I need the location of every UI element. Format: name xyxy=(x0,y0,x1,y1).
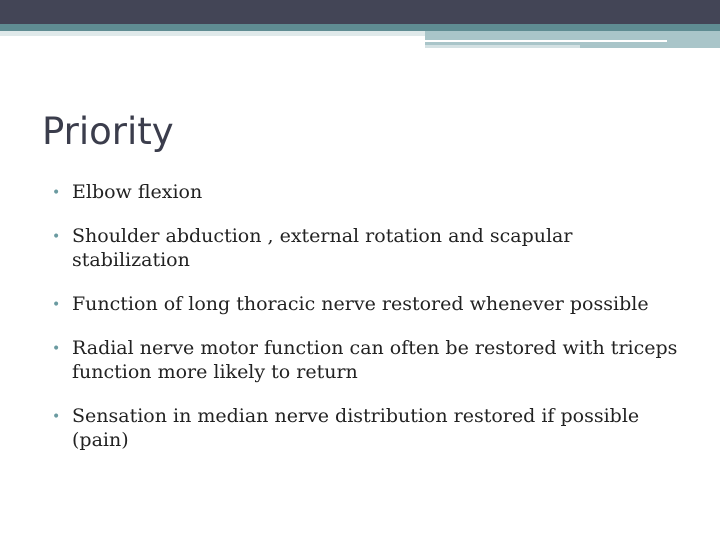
bullet-marker-icon: • xyxy=(52,409,61,425)
bullet-item xyxy=(52,224,692,272)
bullet-text: Elbow flexion xyxy=(72,181,203,203)
bullet-item xyxy=(52,180,692,204)
bullet-text: Radial nerve motor function can often be restored with triceps function more likely to return xyxy=(72,337,678,383)
header-band-light-right xyxy=(425,45,580,48)
bullet-item xyxy=(52,404,692,452)
slide-title: Priority xyxy=(42,110,174,153)
bullet-text: Shoulder abduction , external rotation and scapular stabilization xyxy=(72,225,573,271)
bullet-list xyxy=(52,180,692,472)
header-band-dark xyxy=(0,0,720,24)
bullet-text: Sensation in median nerve distribution restored if possible (pain) xyxy=(72,405,640,451)
bullet-marker-icon: • xyxy=(52,341,61,357)
header-band-teal xyxy=(0,24,720,31)
bullet-marker-icon: • xyxy=(52,297,61,313)
bullet-marker-icon: • xyxy=(52,185,61,201)
header-band-light-left xyxy=(0,31,425,36)
bullet-item xyxy=(52,292,692,316)
bullet-text: Function of long thoracic nerve restored whenever possible xyxy=(72,293,649,315)
header-thin-line xyxy=(425,40,667,42)
bullet-item xyxy=(52,336,692,384)
bullet-marker-icon: • xyxy=(52,229,61,245)
